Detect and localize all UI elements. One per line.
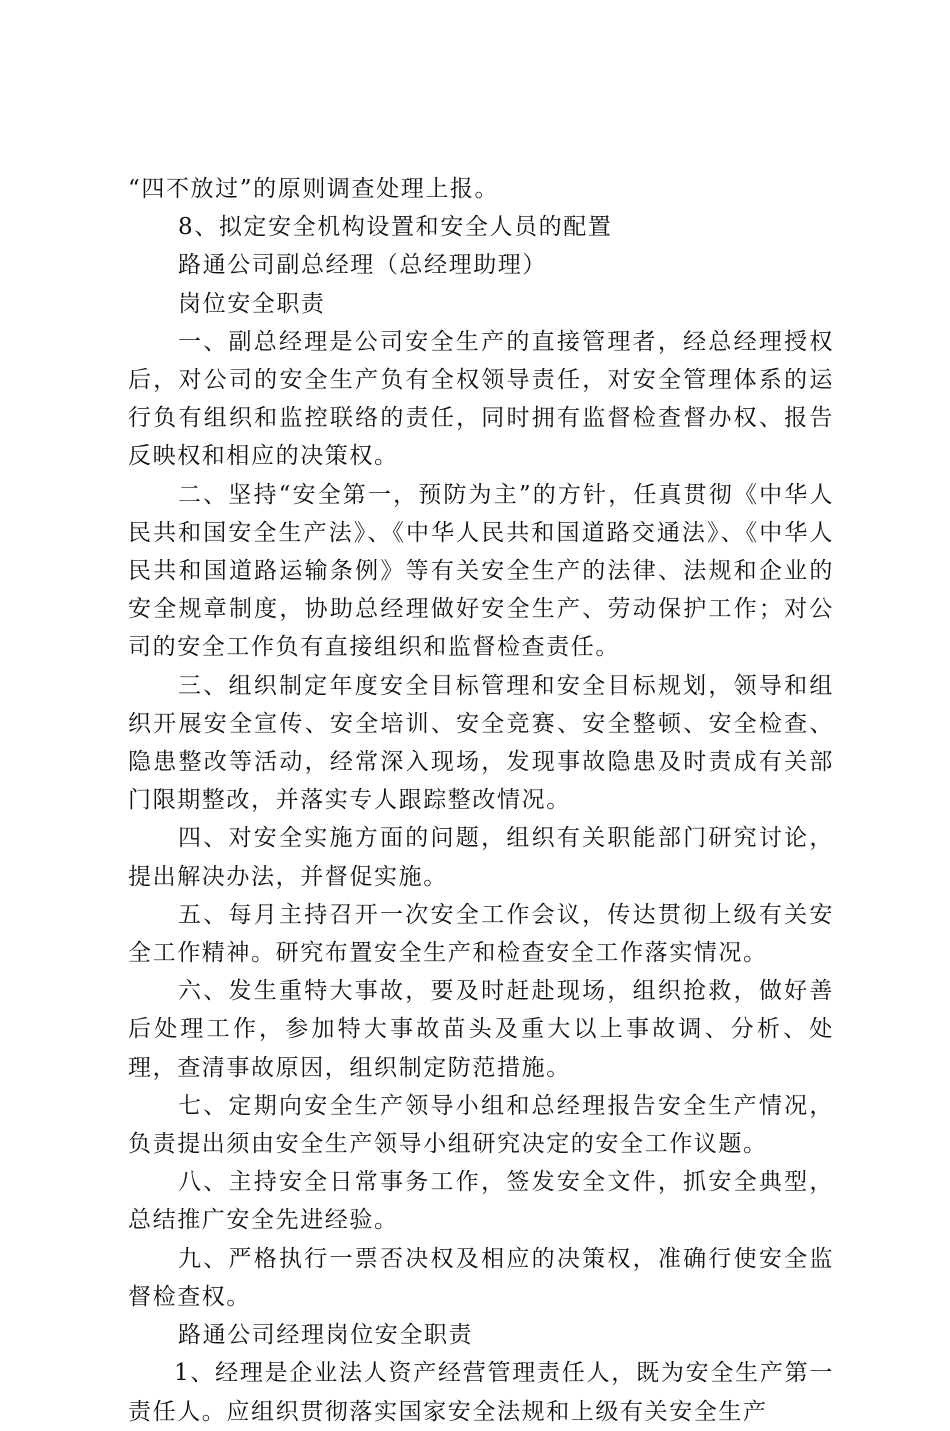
paragraph-item-8: 8、拟定安全机构设置和安全人员的配置 <box>178 214 613 241</box>
paragraph-item-8-duty: 八、主持安全日常事务工作，签发安全文件，抓安全典型，总结推广安全先进经验。 <box>128 1169 834 1234</box>
paragraph-item-4: 四、对安全实施方面的问题，组织有关职能部门研究讨论，提出解决办法，并督促实施。 <box>128 825 834 890</box>
paragraph-item-7: 七、定期向安全生产领导小组和总经理报告安全生产情况，负责提出须由安全生产领导小组研究决定的安全工作议题。 <box>128 1092 834 1158</box>
section-heading-manager: 路通公司经理岗位安全职责 <box>178 1322 474 1349</box>
paragraph-item-9: 九、严格执行一票否决权及相应的决策权，准确行使安全监督检查权。 <box>128 1245 834 1310</box>
paragraph-item-5: 五、每月主持召开一次安全工作会议，传达贯彻上级有关安全工作精神。研究布置安全生产和检查安全工作落实情况。 <box>128 901 834 967</box>
section-heading-deputy-gm: 路通公司副总经理（总经理助理） <box>178 252 547 279</box>
document-body <box>128 170 834 1431</box>
section-subheading-duties: 岗位安全职责 <box>178 290 326 317</box>
paragraph-item-6: 六、发生重特大事故，要及时赶赴现场，组织抢救，做好善后处理工作，参加特大事故苗头及重大以上事故调、分析、处理，查清事故原因，组织制定防范措施。 <box>128 978 834 1081</box>
paragraph-item-1: 一、副总经理是公司安全生产的直接管理者，经总经理授权后，对公司的安全生产负有全权领导责任，对安全管理体系的运行负有组织和监控联络的责任，同时拥有监督检查督办权、报告反映权和相应的决策权。 <box>128 328 834 470</box>
paragraph-item-3: 三、组织制定年度安全目标管理和安全目标规划，领导和组织开展安全宣传、安全培训、安全竞赛、安全整顿、安全检查、隐患整改等活动，经常深入现场，发现事故隐患及时责成有关部门限期整改，并落实专人跟踪整改情况。 <box>128 672 834 814</box>
paragraph-manager-item-1: 1、经理是企业法人资产经营管理责任人，既为安全生产第一责任人。应组织贯彻落实国家安全法规和上级有关安全生产 <box>128 1360 834 1425</box>
paragraph-continuation: “四不放过”的原则调查处理上报。 <box>128 176 500 202</box>
paragraph-item-2: 二、坚持“安全第一，预防为主”的方针，任真贯彻《中华人民共和国安全生产法》、《中华人民共和国道路交通法》、《中华人民共和国道路运输条例》等有关安全生产的法律、法规和企业的安全规章制度，协助总经理做好安全生产、劳动保护工作；对公司的安全工作负有直接组织和监督检查责任。 <box>128 481 834 661</box>
